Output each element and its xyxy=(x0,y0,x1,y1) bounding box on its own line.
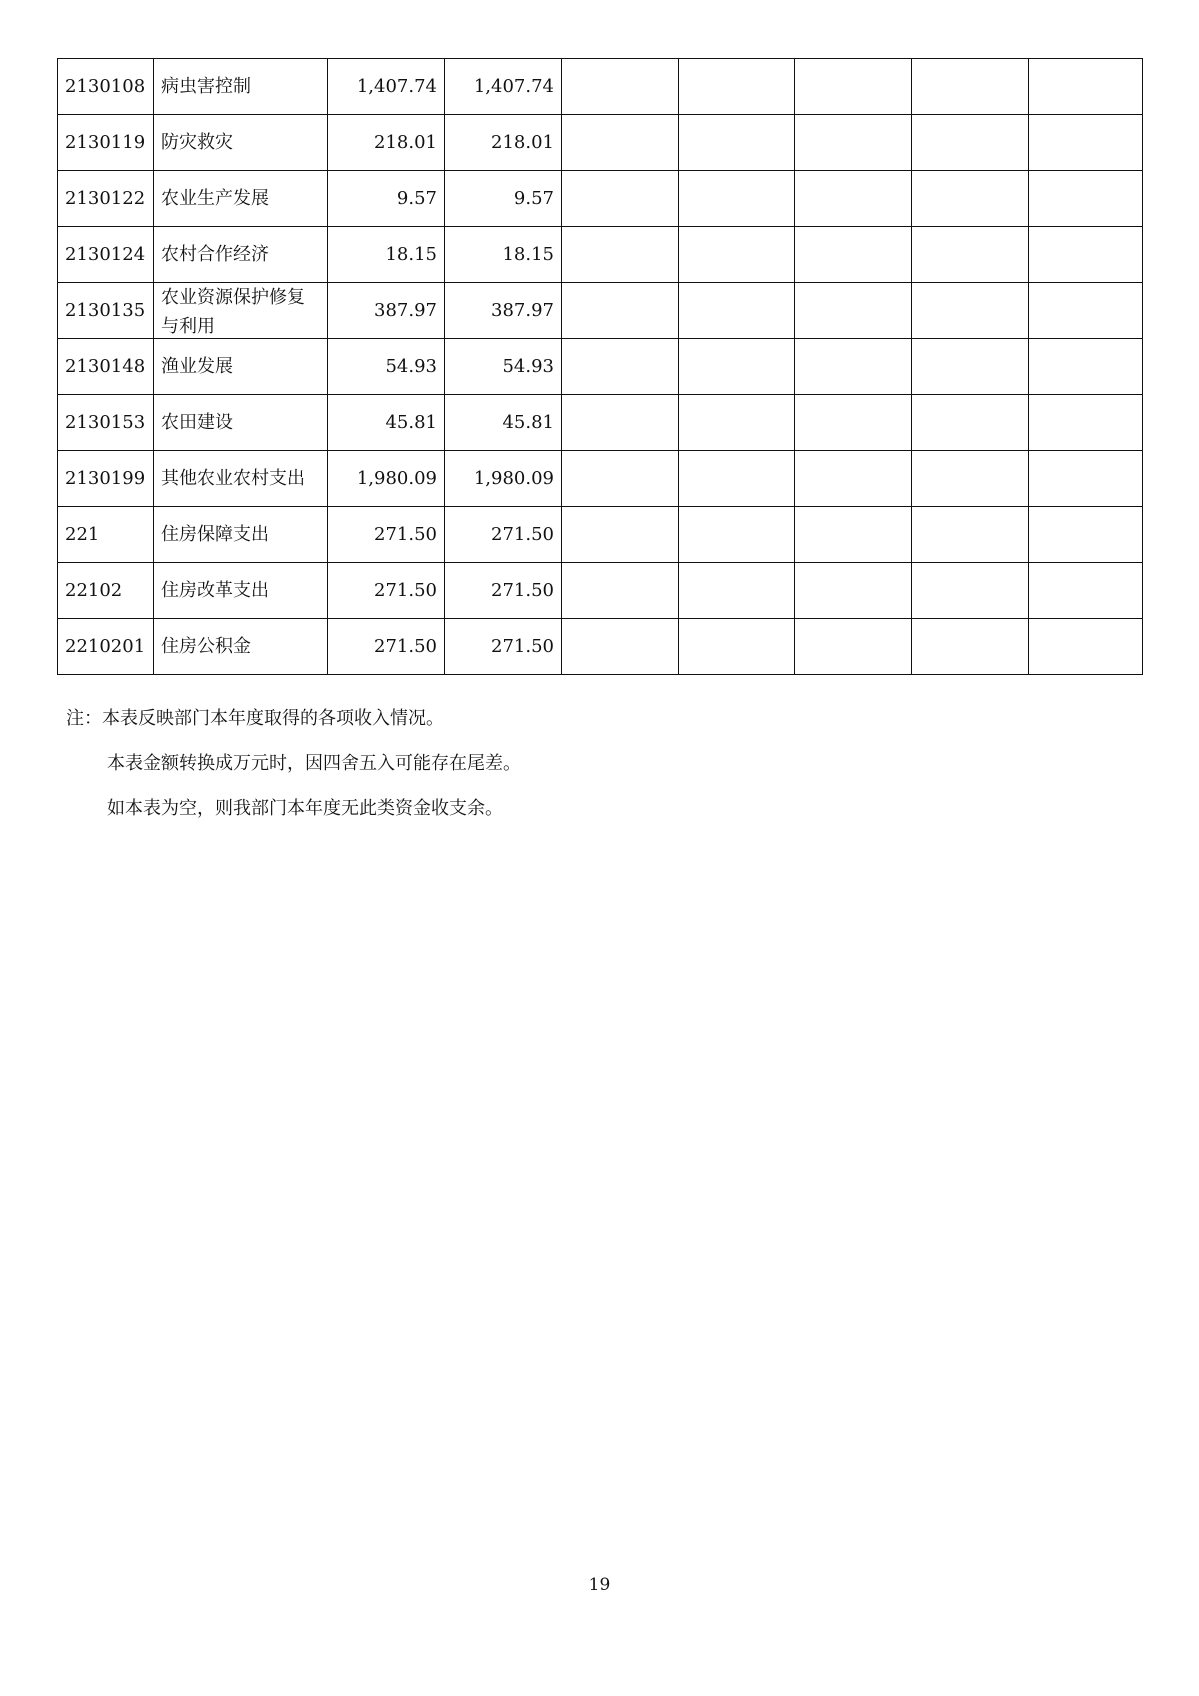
row-amount-col2-cell: 45.81 xyxy=(445,395,562,451)
row-amount-col2-cell: 9.57 xyxy=(445,171,562,227)
row-amount-total-cell: 1,407.74 xyxy=(328,59,445,115)
empty-cell xyxy=(679,227,795,283)
note-line: 注：本表反映部门本年度取得的各项收入情况。 xyxy=(66,708,444,729)
empty-cell xyxy=(562,339,679,395)
row-amount-total-cell: 271.50 xyxy=(328,563,445,619)
empty-cell xyxy=(795,171,912,227)
row-code-cell: 22102 xyxy=(58,563,154,619)
income-table xyxy=(57,58,1143,675)
row-code-cell: 2130153 xyxy=(58,395,154,451)
empty-cell xyxy=(1029,339,1143,395)
empty-cell xyxy=(912,227,1029,283)
row-code-cell: 2130122 xyxy=(58,171,154,227)
page-number: 19 xyxy=(588,1575,611,1595)
row-amount-col2-cell: 1,980.09 xyxy=(445,451,562,507)
row-name-text: 其他农业农村支出 xyxy=(161,468,305,489)
empty-cell xyxy=(795,115,912,171)
empty-cell xyxy=(1029,171,1143,227)
empty-cell xyxy=(912,171,1029,227)
row-name-cell xyxy=(154,395,328,451)
row-name-cell xyxy=(154,619,328,675)
row-name-cell xyxy=(154,59,328,115)
empty-cell xyxy=(679,563,795,619)
row-name-text: 住房公积金 xyxy=(161,636,251,657)
row-amount-total-cell: 18.15 xyxy=(328,227,445,283)
empty-cell xyxy=(679,619,795,675)
empty-cell xyxy=(912,507,1029,563)
empty-cell xyxy=(912,395,1029,451)
empty-cell xyxy=(1029,227,1143,283)
table-row xyxy=(58,395,1143,451)
row-name-text: 住房保障支出 xyxy=(161,524,269,545)
empty-cell xyxy=(679,171,795,227)
row-name-text: 住房改革支出 xyxy=(161,580,269,601)
empty-cell xyxy=(795,619,912,675)
row-amount-col2-cell: 18.15 xyxy=(445,227,562,283)
table-body xyxy=(58,59,1143,675)
empty-cell xyxy=(912,619,1029,675)
table-row xyxy=(58,619,1143,675)
empty-cell xyxy=(912,115,1029,171)
empty-cell xyxy=(912,59,1029,115)
empty-cell xyxy=(562,563,679,619)
empty-cell xyxy=(1029,115,1143,171)
row-amount-col2-cell: 271.50 xyxy=(445,619,562,675)
row-amount-col2-cell: 387.97 xyxy=(445,283,562,339)
row-name-cell xyxy=(154,227,328,283)
empty-cell xyxy=(562,451,679,507)
empty-cell xyxy=(795,395,912,451)
empty-cell xyxy=(679,59,795,115)
empty-cell xyxy=(912,283,1029,339)
row-name-cell xyxy=(154,507,328,563)
row-name-cell xyxy=(154,563,328,619)
row-name-cell xyxy=(154,451,328,507)
row-name-text: 农业生产发展 xyxy=(161,188,269,209)
empty-cell xyxy=(1029,59,1143,115)
row-code-cell: 2130119 xyxy=(58,115,154,171)
table-row xyxy=(58,59,1143,115)
row-name-cell xyxy=(154,115,328,171)
row-amount-total-cell: 387.97 xyxy=(328,283,445,339)
table-row xyxy=(58,171,1143,227)
empty-cell xyxy=(679,115,795,171)
row-name-cell xyxy=(154,283,328,339)
row-amount-total-cell: 45.81 xyxy=(328,395,445,451)
empty-cell xyxy=(795,451,912,507)
row-name-text: 防灾救灾 xyxy=(161,132,233,153)
empty-cell xyxy=(562,59,679,115)
row-name-text: 农村合作经济 xyxy=(161,244,269,265)
row-amount-total-cell: 54.93 xyxy=(328,339,445,395)
empty-cell xyxy=(1029,283,1143,339)
empty-cell xyxy=(1029,395,1143,451)
row-code-cell: 2130148 xyxy=(58,339,154,395)
empty-cell xyxy=(1029,507,1143,563)
empty-cell xyxy=(912,339,1029,395)
row-code-cell: 2130108 xyxy=(58,59,154,115)
empty-cell xyxy=(679,283,795,339)
row-name-text: 农业资源保护修复与利用 xyxy=(161,287,305,337)
empty-cell xyxy=(912,563,1029,619)
row-amount-total-cell: 271.50 xyxy=(328,507,445,563)
empty-cell xyxy=(562,619,679,675)
empty-cell xyxy=(1029,451,1143,507)
row-name-text: 渔业发展 xyxy=(161,356,233,377)
note-line: 如本表为空，则我部门本年度无此类资金收支余。 xyxy=(107,798,503,819)
table-row xyxy=(58,563,1143,619)
row-code-cell: 221 xyxy=(58,507,154,563)
table-row xyxy=(58,507,1143,563)
empty-cell xyxy=(562,283,679,339)
empty-cell xyxy=(562,395,679,451)
row-code-cell: 2210201 xyxy=(58,619,154,675)
row-name-cell xyxy=(154,171,328,227)
empty-cell xyxy=(795,59,912,115)
row-amount-col2-cell: 54.93 xyxy=(445,339,562,395)
empty-cell xyxy=(912,451,1029,507)
row-amount-col2-cell: 218.01 xyxy=(445,115,562,171)
table-row xyxy=(58,339,1143,395)
empty-cell xyxy=(562,171,679,227)
row-amount-total-cell: 271.50 xyxy=(328,619,445,675)
table-row xyxy=(58,227,1143,283)
row-code-cell: 2130124 xyxy=(58,227,154,283)
row-amount-col2-cell: 271.50 xyxy=(445,507,562,563)
row-amount-total-cell: 218.01 xyxy=(328,115,445,171)
table-row xyxy=(58,451,1143,507)
empty-cell xyxy=(679,507,795,563)
empty-cell xyxy=(679,451,795,507)
empty-cell xyxy=(795,563,912,619)
row-name-text: 病虫害控制 xyxy=(161,76,251,97)
row-amount-col2-cell: 271.50 xyxy=(445,563,562,619)
table-row xyxy=(58,115,1143,171)
row-amount-total-cell: 1,980.09 xyxy=(328,451,445,507)
row-name-text: 农田建设 xyxy=(161,412,233,433)
empty-cell xyxy=(679,339,795,395)
note-line: 本表金额转换成万元时，因四舍五入可能存在尾差。 xyxy=(107,753,521,774)
empty-cell xyxy=(562,115,679,171)
row-code-cell: 2130199 xyxy=(58,451,154,507)
table-notes xyxy=(66,696,521,831)
empty-cell xyxy=(1029,563,1143,619)
row-amount-col2-cell: 1,407.74 xyxy=(445,59,562,115)
table-row xyxy=(58,283,1143,339)
row-name-cell xyxy=(154,339,328,395)
empty-cell xyxy=(1029,619,1143,675)
empty-cell xyxy=(562,507,679,563)
empty-cell xyxy=(562,227,679,283)
empty-cell xyxy=(795,283,912,339)
empty-cell xyxy=(679,395,795,451)
empty-cell xyxy=(795,507,912,563)
row-code-cell: 2130135 xyxy=(58,283,154,339)
empty-cell xyxy=(795,227,912,283)
empty-cell xyxy=(795,339,912,395)
row-amount-total-cell: 9.57 xyxy=(328,171,445,227)
